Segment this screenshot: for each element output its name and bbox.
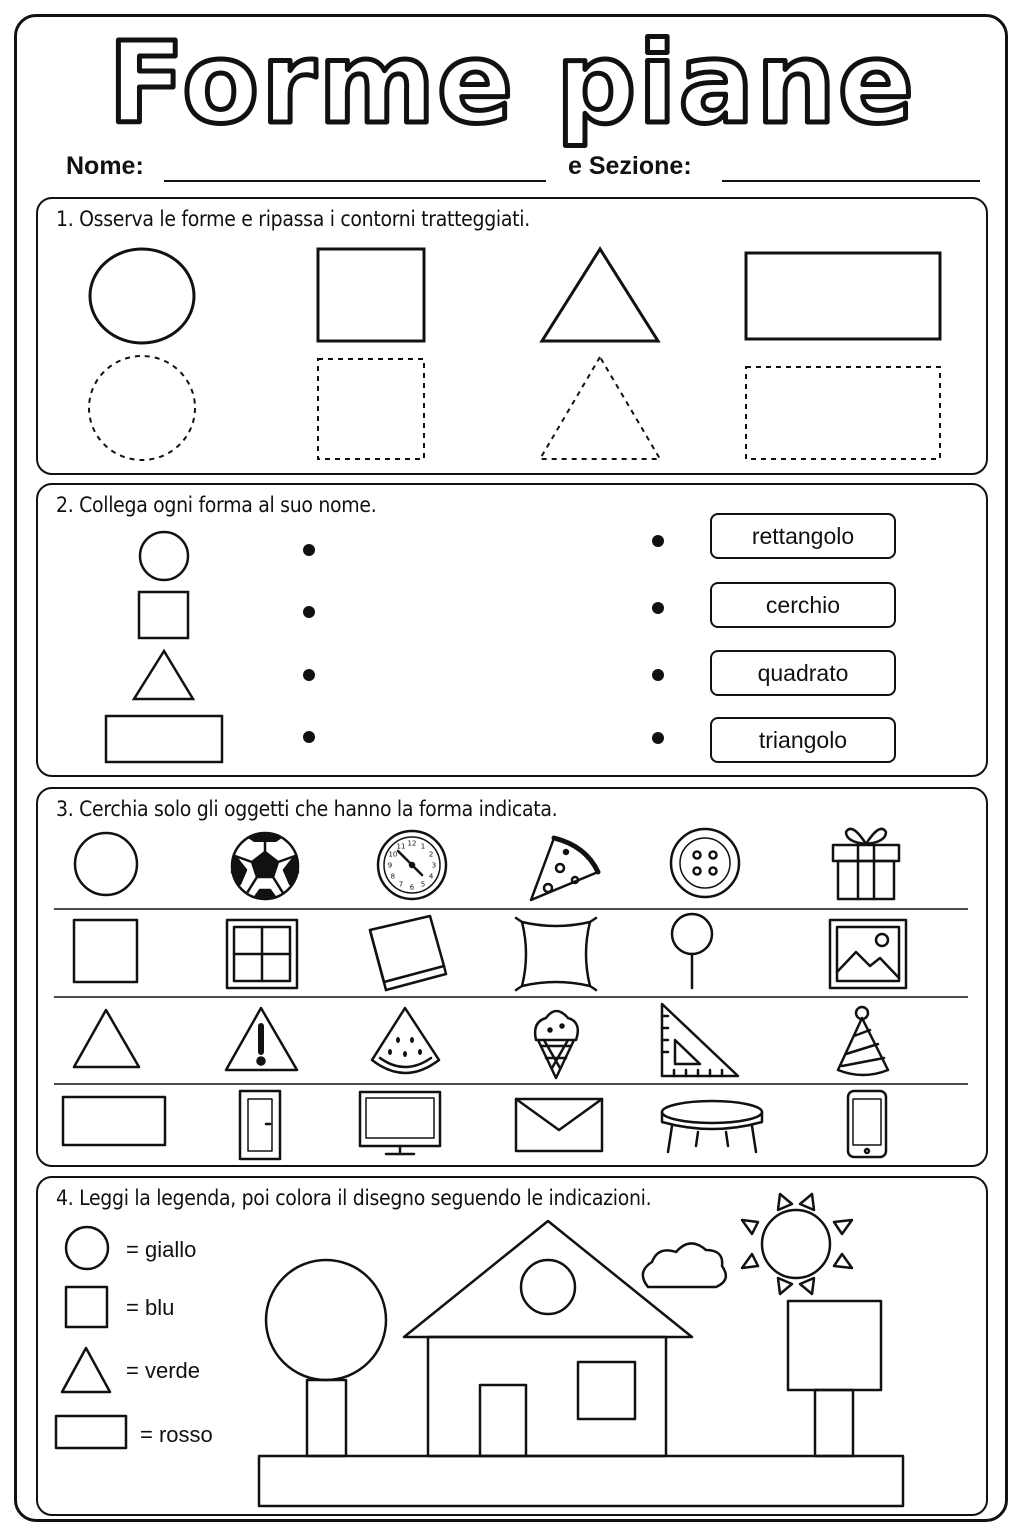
legend-rectangle-icon [56, 1416, 126, 1448]
legend-circle-icon [66, 1227, 108, 1269]
name-box-rettangolo: rettangolo [710, 513, 896, 559]
title-text: Forme piane [108, 19, 916, 149]
name-box-triangolo: triangolo [710, 717, 896, 763]
clock-number: 9 [387, 861, 393, 870]
clock-number: 2 [428, 850, 434, 859]
clock-number: 10 [388, 850, 398, 859]
house-window-square[interactable] [578, 1362, 635, 1419]
legend-square-label: = blu [126, 1295, 175, 1320]
clock-number: 8 [390, 872, 396, 881]
legend-triangle-label: = verde [126, 1358, 200, 1383]
section-label: e Sezione: [568, 152, 692, 180]
legend-triangle-icon [62, 1348, 110, 1392]
house-body-rectangle[interactable] [428, 1337, 666, 1456]
clock-number: 4 [428, 872, 434, 881]
clock-number: 1 [420, 842, 426, 851]
tree-trunk-rectangle[interactable] [307, 1380, 346, 1456]
section-1-title: 1. Osserva le forme e ripassa i contorni tratteggiati. [56, 207, 530, 231]
name-label: Nome: [66, 152, 144, 180]
clock-number: 12 [407, 839, 417, 848]
sun-icon [742, 1194, 852, 1294]
name-box-cerchio: cerchio [710, 582, 896, 628]
sign-post-rectangle[interactable] [815, 1390, 853, 1456]
sign-square[interactable] [788, 1301, 881, 1390]
section-4-title: 4. Leggi la legenda, poi colora il disegno seguendo le indicazioni. [56, 1186, 652, 1210]
legend-circle-label: = giallo [126, 1237, 197, 1262]
clock-number: 11 [396, 842, 406, 851]
legend-rectangle-label: = rosso [140, 1422, 213, 1447]
ground-rectangle[interactable] [259, 1456, 903, 1506]
section-2-title: 2. Collega ogni forma al suo nome. [56, 493, 377, 517]
house-door-rectangle[interactable] [480, 1385, 526, 1456]
section-3-title: 3. Cerchia solo gli oggetti che hanno la forma indicata. [56, 797, 558, 821]
tree-crown-circle[interactable] [266, 1260, 386, 1380]
legend-square-icon [66, 1287, 107, 1327]
clock-number: 3 [431, 861, 437, 870]
clock-number: 6 [409, 883, 415, 892]
roof-window-circle[interactable] [521, 1260, 575, 1314]
roof-triangle[interactable] [404, 1221, 692, 1337]
clock-number: 7 [398, 880, 404, 889]
cloud-icon [643, 1243, 726, 1287]
clock-number: 5 [420, 880, 426, 889]
name-box-quadrato: quadrato [710, 650, 896, 696]
